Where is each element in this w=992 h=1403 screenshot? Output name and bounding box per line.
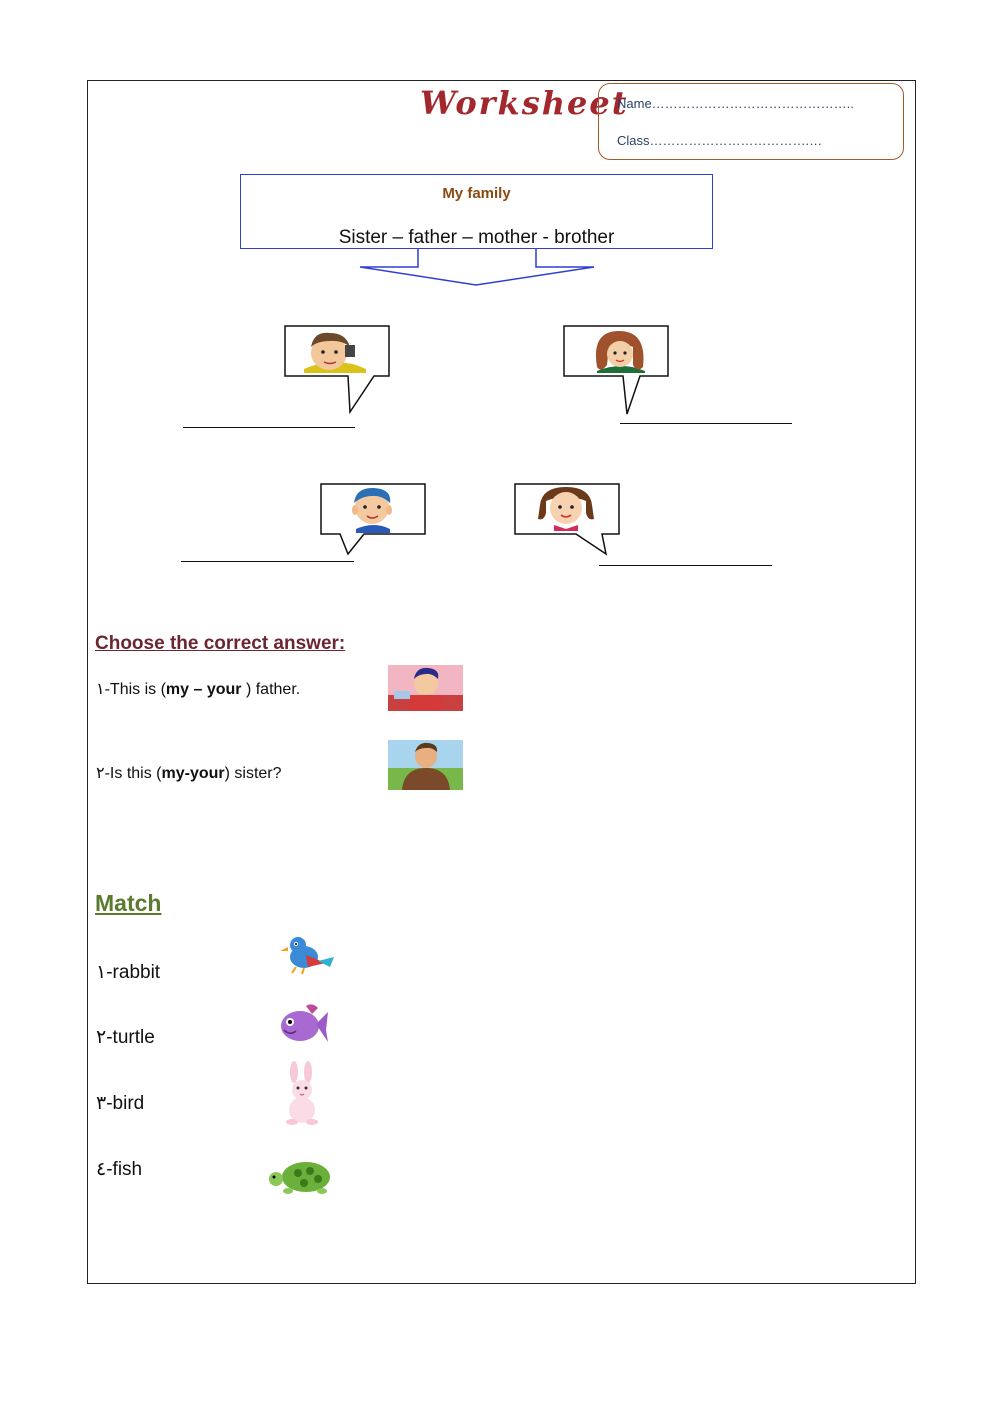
match-number: ٣	[96, 1093, 107, 1114]
question-1	[96, 679, 300, 699]
match-word[interactable]: -bird	[106, 1093, 145, 1114]
match-item-4	[96, 1158, 142, 1181]
question-number: ٢	[96, 765, 105, 782]
match-word[interactable]: -rabbit	[106, 962, 161, 983]
match-item-1	[96, 961, 160, 984]
rabbit-icon[interactable]	[280, 1060, 326, 1126]
down-arrow-icon	[358, 248, 598, 288]
answer-line-sister[interactable]	[599, 565, 772, 566]
worksheet-title: Worksheet	[420, 84, 629, 122]
family-word-box	[240, 174, 713, 249]
match-number: ٤	[96, 1159, 107, 1180]
question-suffix: ) father.	[241, 681, 301, 698]
match-number: ٢	[96, 1027, 107, 1048]
question-suffix: ) sister?	[224, 765, 282, 782]
question-prefix: -Is this (	[104, 765, 162, 782]
callout-father	[284, 325, 392, 415]
match-heading: Match	[95, 890, 162, 916]
name-field[interactable]: Name………………………………………..	[617, 96, 854, 111]
answer-line-brother[interactable]	[181, 561, 354, 562]
choose-heading: Choose the correct answer:	[95, 633, 346, 654]
turtle-icon[interactable]	[268, 1155, 336, 1197]
answer-line-mother[interactable]	[620, 423, 792, 424]
callout-brother	[320, 483, 428, 557]
bird-icon[interactable]	[278, 933, 338, 975]
family-title: My family	[442, 185, 511, 202]
question-options[interactable]: my – your	[165, 681, 242, 698]
class-field[interactable]: Class……………………………….…	[617, 133, 823, 148]
question-number: ١	[96, 681, 105, 698]
fish-icon[interactable]	[278, 1000, 330, 1048]
match-number: ١	[96, 962, 107, 983]
question-2-picture	[388, 740, 463, 790]
match-item-3	[96, 1092, 144, 1115]
name-class-box	[598, 83, 904, 160]
question-options[interactable]: my-your	[161, 765, 225, 782]
answer-line-father[interactable]	[183, 427, 355, 428]
match-word[interactable]: -fish	[106, 1159, 143, 1180]
callout-mother	[563, 325, 671, 417]
match-word[interactable]: -turtle	[106, 1027, 155, 1048]
question-2	[96, 763, 282, 783]
question-prefix: -This is (	[104, 681, 166, 698]
question-1-picture	[388, 665, 463, 711]
family-word-bank: Sister – father – mother - brother	[338, 227, 615, 248]
match-item-2	[96, 1026, 155, 1049]
callout-sister	[514, 483, 622, 557]
